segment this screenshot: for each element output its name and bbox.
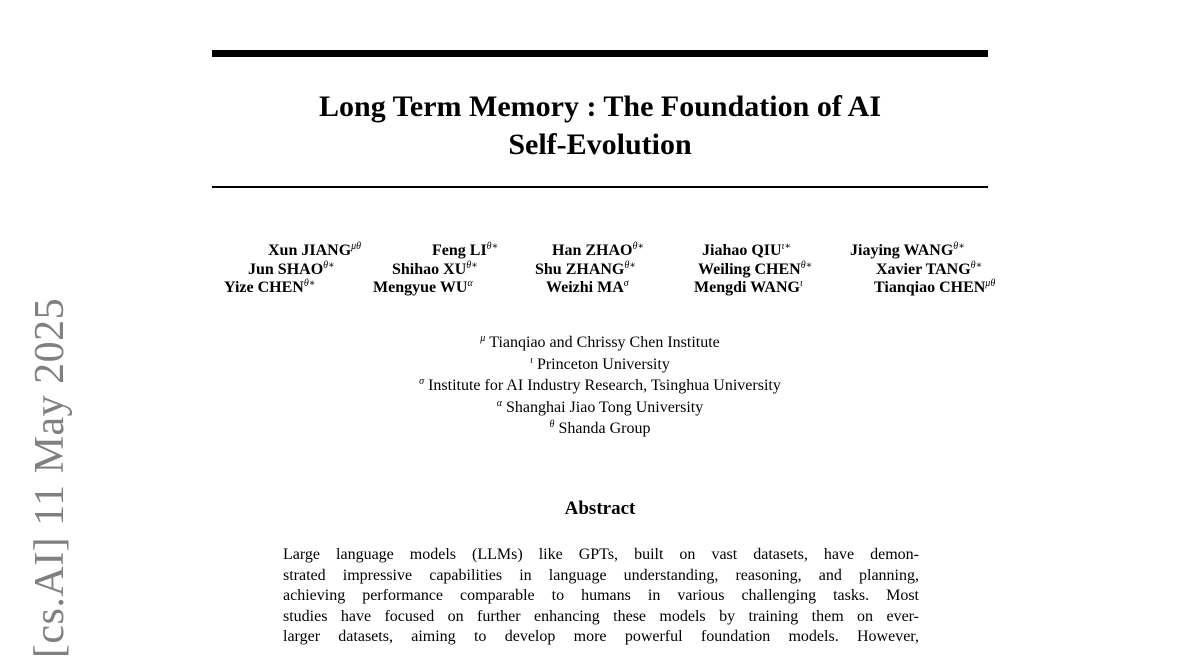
author-row-3 <box>200 279 1040 298</box>
author <box>268 242 361 261</box>
author <box>850 242 965 261</box>
author-affiliation-mark: θ∗ <box>466 259 478 271</box>
author-name: Yize CHEN <box>224 279 304 296</box>
author <box>432 242 498 261</box>
abstract-line: studies have focused on further enhancing these models by training them on ever- <box>283 607 919 625</box>
author-name: Feng LI <box>432 242 487 259</box>
author <box>698 261 812 280</box>
affiliation-mark: ι <box>530 354 533 366</box>
author-affiliation-mark: ι∗ <box>781 241 792 252</box>
author-affiliation-mark: θ∗ <box>632 241 645 252</box>
affiliation-name: Institute for AI Industry Research, Tsinghua University <box>428 377 781 394</box>
author-affiliation-mark: θ∗ <box>624 259 637 271</box>
title-bottom-rule <box>212 186 988 188</box>
author-name: Shihao XU <box>392 260 467 278</box>
title-line-1: Long Term Memory : The Foundation of AI <box>319 90 881 123</box>
abstract-line: achieving performance comparable to humans in various challenging tasks. Most <box>283 587 919 605</box>
title-top-rule <box>212 50 988 57</box>
affiliation-name: Tianqiao and Chrissy Chen Institute <box>489 334 720 351</box>
author <box>535 261 636 280</box>
author-name: Jiaying WANG <box>850 242 954 259</box>
author-affiliation-mark: μθ <box>985 278 996 289</box>
author-name: Weizhi MA <box>546 279 624 296</box>
author <box>694 279 803 298</box>
author-name: Han ZHAO <box>552 242 633 259</box>
affiliation-item <box>212 375 988 397</box>
author-name: Xavier TANG <box>876 260 971 278</box>
affiliation-mark: θ <box>549 419 555 430</box>
author <box>224 279 316 298</box>
affiliation-item <box>212 354 988 376</box>
author-affiliation-mark: μθ <box>351 241 362 252</box>
abstract-line: larger datasets, aiming to develop more powerful foundation models. However, <box>283 628 919 646</box>
author-name: Mengdi WANG <box>694 279 800 296</box>
author <box>248 261 335 280</box>
paper-title <box>212 88 988 164</box>
affiliation-name: Shanda Group <box>558 420 651 437</box>
author <box>373 279 473 298</box>
author <box>702 242 791 261</box>
affiliation-item <box>212 418 988 440</box>
author-affiliation-mark: ι <box>799 278 803 289</box>
author-name: Mengyue WU <box>373 279 468 296</box>
author <box>876 261 982 280</box>
author <box>392 261 478 280</box>
author <box>552 242 644 261</box>
author-affiliation-mark: σ <box>623 278 629 289</box>
abstract-line: Large language models (LLMs) like GPTs, built on vast datasets, have demon- <box>283 546 919 563</box>
affiliation-item <box>212 397 988 419</box>
abstract-body <box>283 545 919 648</box>
affiliation-name: Princeton University <box>536 355 670 373</box>
author-row-1 <box>200 242 1040 261</box>
affiliation-mark: α <box>496 397 502 409</box>
author-affiliation-mark: α <box>467 278 473 289</box>
author-affiliation-mark: θ∗ <box>970 259 983 271</box>
affiliation-mark: σ <box>419 376 425 387</box>
author-name: Jun SHAO <box>248 260 324 278</box>
author-affiliation-mark: θ∗ <box>303 278 316 289</box>
author-name: Xun JIANG <box>268 242 352 259</box>
abstract-heading: Abstract <box>564 498 636 519</box>
affiliation-mark: μ <box>480 333 486 344</box>
arxiv-side-stamp: [cs.AI] 11 May 2025 <box>27 297 73 658</box>
author-list <box>200 242 1040 298</box>
author-affiliation-mark: θ∗ <box>800 259 813 271</box>
author-name: Tianqiao CHEN <box>874 279 986 296</box>
affiliation-list <box>212 332 988 440</box>
author-affiliation-mark: θ∗ <box>486 241 499 252</box>
affiliation-name: Shanghai Jiao Tong University <box>506 398 704 416</box>
affiliation-item <box>212 332 988 354</box>
author-row-2 <box>200 261 1040 280</box>
author <box>874 279 995 298</box>
author-name: Jiahao QIU <box>702 242 782 259</box>
author-affiliation-mark: θ∗ <box>953 241 965 252</box>
author-name: Shu ZHANG <box>535 260 625 278</box>
author-affiliation-mark: θ∗ <box>323 259 335 271</box>
author-name: Weiling CHEN <box>698 260 801 278</box>
author <box>546 279 629 298</box>
abstract-line: strated impressive capabilities in language understanding, reasoning, and planning, <box>283 566 919 584</box>
title-line-2: Self-Evolution <box>508 128 692 161</box>
